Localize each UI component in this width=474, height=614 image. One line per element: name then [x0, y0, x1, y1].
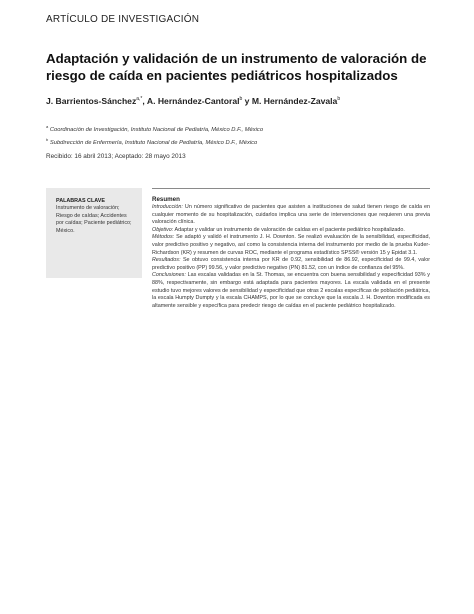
- abstract-section-label: Introducción:: [152, 204, 183, 210]
- affiliation-text: Coordinación de Investigación, Instituto Nacional de Pediatría, México D.F., México: [49, 126, 264, 133]
- abstract-section-label: Métodos:: [152, 234, 175, 241]
- abstract: [152, 188, 430, 310]
- abstract-section-text: Un número significativo de pacientes que asisten a instituciones de salud tienen riesgo de caída en cualquier momento de su hospitalización, cuidarlos implica una serie de intervenciones que requieren una previa valoración clínica.: [152, 204, 430, 226]
- section-label: ARTÍCULO DE INVESTIGACIÓN: [46, 14, 200, 25]
- article-title: Adaptación y validación de un instrumento de valoración de riesgo de caída en pacientes pediátricos hospitalizados: [46, 51, 427, 83]
- author-affiliation-mark: a,*: [136, 96, 143, 103]
- affiliations: [46, 122, 446, 148]
- author-separator: y: [242, 96, 252, 106]
- keywords-heading: PALABRAS CLAVE: [56, 198, 105, 204]
- author-affiliation-mark: b: [337, 96, 341, 103]
- keywords-box: [46, 188, 142, 278]
- abstract-section-label: Objetivo:: [152, 226, 174, 233]
- author-name: M. Hernández-Zavala: [251, 96, 338, 106]
- abstract-heading: Resumen: [152, 196, 180, 203]
- author-affiliation-mark: b: [239, 96, 243, 103]
- abstract-introduction: [152, 204, 430, 227]
- abstract-section-label: Resultados:: [152, 257, 181, 264]
- abstract-objective: [152, 227, 430, 235]
- affiliation-item: [46, 122, 446, 135]
- affiliation-text: Subdirección de Enfermería, Instituto Nacional de Pediatría, México D.F., México: [49, 139, 258, 146]
- keywords-text: Instrumento de valoración; Riesgo de caídas; Accidentes por caídas; Paciente pediátrico; México.: [56, 205, 132, 234]
- abstract-section-text: Las escalas validadas en la St. Thomas, se encuentra con buena sensibilidad y especificidad 93% y 88%, respectivamente, sin embargo está adaptada para pacientes mayores. La escala validada en el presente estudio tuvo mejores valores de sensibilidad y especificidad que otras 2 escalas específicas de población pediátrica, la escala Humpty Dumpty y la escala CHAMPS, por lo que se concluye que la escala J. H. Downton modificada es altamente sensible y específica para predecir riesgo de caídas en el paciente pediátrico hospitalizado.: [152, 272, 430, 309]
- abstract-section-label: Conclusiones:: [152, 272, 186, 279]
- author-separator: ,: [142, 96, 147, 106]
- affiliation-item: [46, 135, 446, 148]
- abstract-section-text: Adaptar y validar un instrumento de valoración de caídas en el paciente pediátrico hospitalizado.: [173, 226, 405, 233]
- abstract-results: [152, 257, 430, 272]
- affiliation-mark: a: [46, 124, 49, 129]
- abstract-methods: [152, 234, 430, 257]
- abstract-section-text: Se obtuvo consistencia interna por KR de 0.92, sensibilidad de 86.92, especificidad de 99.4, valor predictivo positivo (PP) 99.56, y valor predictivo negativo (PN) 81.52, con un índice de confianza del 95%.: [152, 257, 430, 271]
- author-list: [46, 96, 446, 106]
- author-name: A. Hernández-Cantoral: [146, 96, 240, 106]
- received-accepted-dates: Recibido: 16 abril 2013; Aceptado: 28 mayo 2013: [46, 153, 186, 160]
- author-name: J. Barrientos-Sánchez: [46, 96, 137, 106]
- abstract-conclusions: [152, 272, 430, 310]
- affiliation-mark: b: [46, 136, 49, 142]
- abstract-section-text: Se adaptó y validó el instrumento J. H. Downton. Se realizó evaluación de la sensibilidad, especificidad, valor predictivo positivo y negativo, así como la consistencia interna del instrumento por medio de la prueba Kuder-Richardson (KR) y resumen de curvas ROC, mediante el programa estadístico SPSS® versión 15 y Epidat 3.1.: [152, 234, 430, 256]
